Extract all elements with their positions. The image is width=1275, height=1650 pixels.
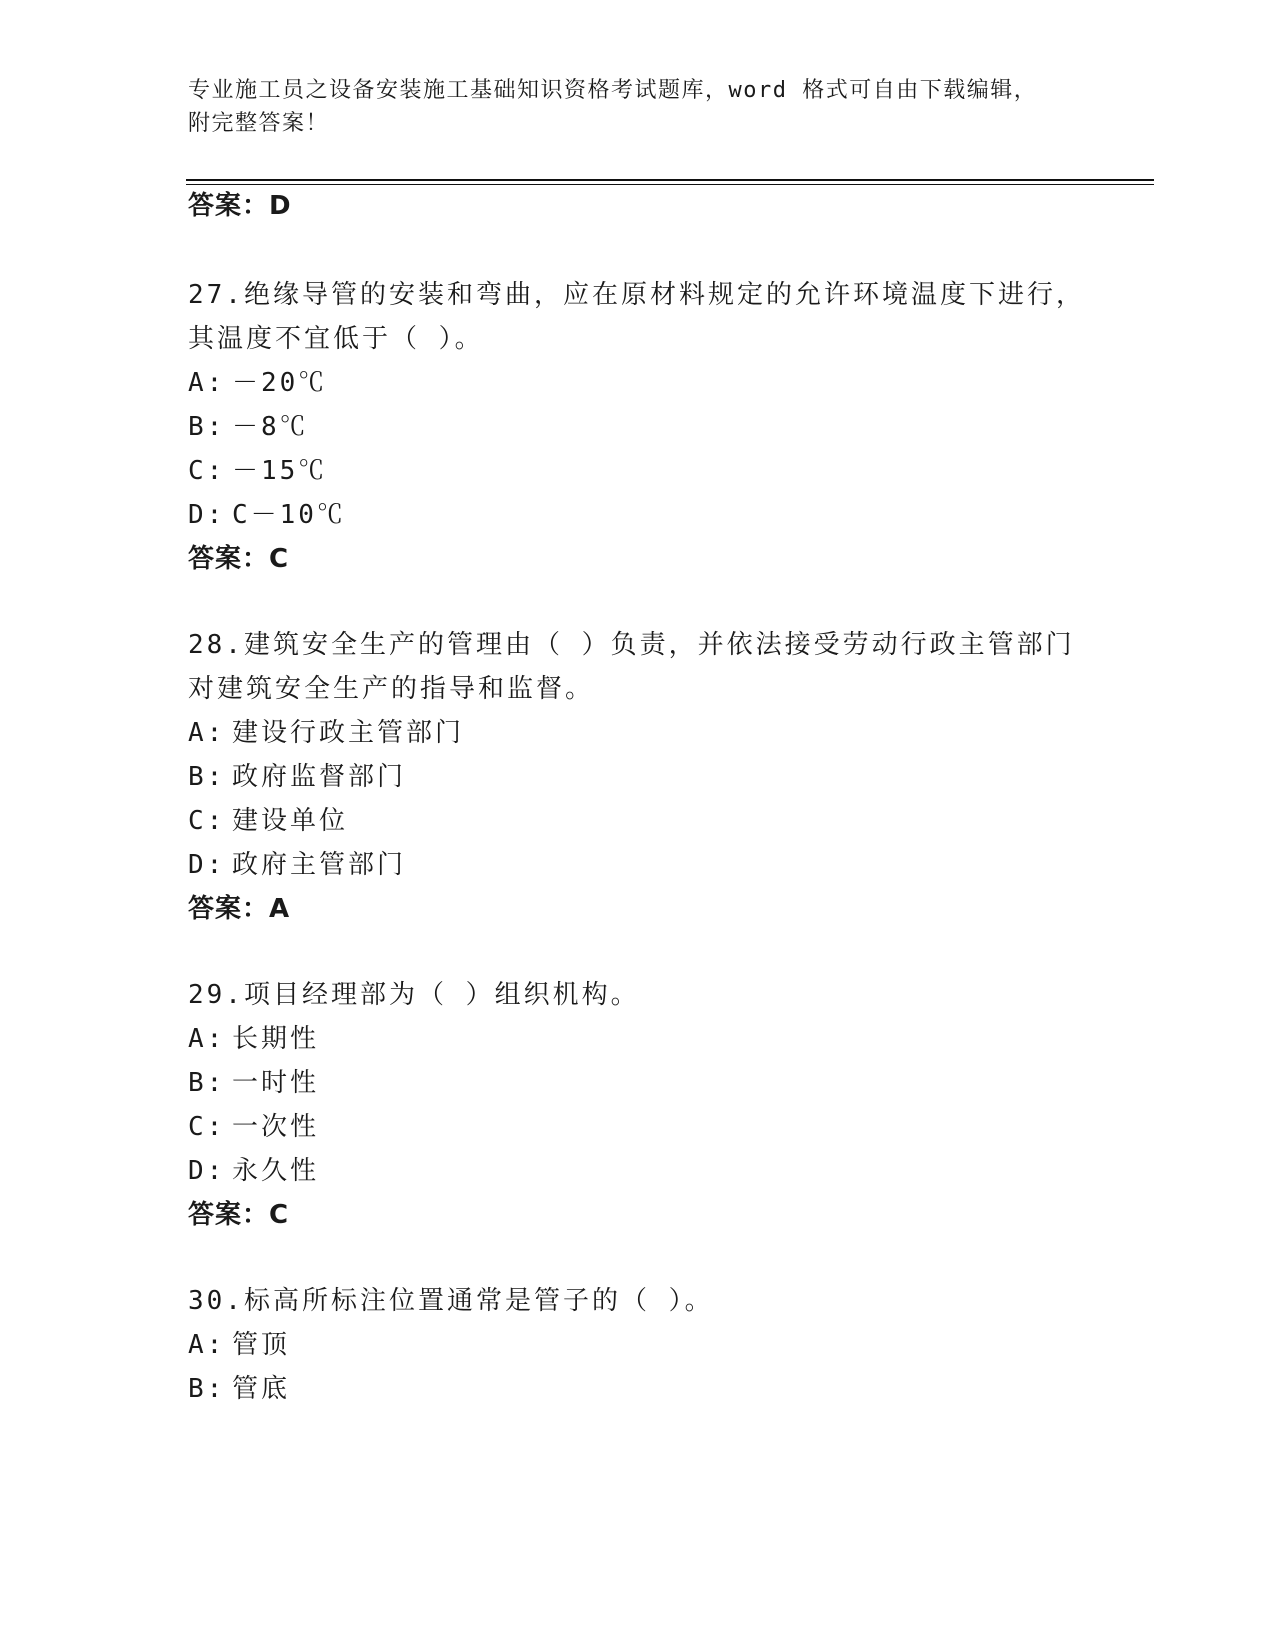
question-30-option-a: [188, 1328, 290, 1362]
option-text: 建设行政主管部门: [232, 718, 465, 748]
question-29-stem-line-1: 29.项目经理部为（ ）组织机构。: [188, 980, 640, 1010]
question-27-answer: 答案：C: [188, 544, 290, 574]
question-29-option-a: [188, 1022, 319, 1056]
option-letter: D:: [188, 500, 226, 530]
option-letter: A:: [188, 1330, 226, 1360]
question-28-stem-line-2: 对建筑安全生产的指导和监督。: [188, 674, 595, 704]
option-letter: A:: [188, 718, 226, 748]
option-text: 管顶: [232, 1330, 291, 1360]
option-letter: D:: [188, 1156, 226, 1186]
question-29-answer: 答案：C: [188, 1200, 290, 1230]
option-letter: C:: [188, 1112, 226, 1142]
option-letter: B:: [188, 1068, 226, 1098]
option-text: －8℃: [232, 412, 309, 442]
option-letter: D:: [188, 850, 226, 880]
previous-answer: 答案：D: [188, 191, 292, 221]
question-27-stem-line-1: 27.绝缘导管的安装和弯曲，应在原材料规定的允许环境温度下进行，: [188, 280, 1085, 310]
option-letter: B:: [188, 412, 226, 442]
page-header: [188, 74, 1088, 140]
question-28-option-a: [188, 716, 464, 750]
option-text: 一时性: [232, 1068, 320, 1098]
header-divider: [186, 179, 1154, 185]
option-letter: B:: [188, 1374, 226, 1404]
option-text: 一次性: [232, 1112, 320, 1142]
option-letter: C:: [188, 806, 226, 836]
option-text: 政府监督部门: [232, 762, 407, 792]
option-text: －15℃: [232, 456, 328, 486]
option-text: －20℃: [232, 368, 328, 398]
option-text: 政府主管部门: [232, 850, 407, 880]
option-letter: C:: [188, 456, 226, 486]
header-line-2: 附完整答案！: [188, 111, 330, 136]
question-27-option-b: [188, 410, 309, 444]
option-letter: A:: [188, 1024, 226, 1054]
question-27-option-c: [188, 454, 327, 488]
question-28-option-b: [188, 760, 406, 794]
option-text: 建设单位: [232, 806, 349, 836]
question-30-option-b: [188, 1372, 290, 1406]
option-letter: B:: [188, 762, 226, 792]
question-27-option-d: [188, 498, 346, 532]
question-28-option-d: [188, 848, 406, 882]
question-28-answer: 答案：A: [188, 894, 291, 924]
question-28-stem-line-1: 28.建筑安全生产的管理由（ ）负责，并依法接受劳动行政主管部门: [188, 630, 1075, 660]
header-line-1: 专业施工员之设备安装施工基础知识资格考试题库，word 格式可自由下载编辑，: [188, 78, 1038, 103]
question-29-option-b: [188, 1066, 319, 1100]
option-letter: A:: [188, 368, 226, 398]
question-27-stem-line-2: 其温度不宜低于（ ）。: [188, 324, 484, 354]
question-29-option-c: [188, 1110, 319, 1144]
question-30-stem-line-1: 30.标高所标注位置通常是管子的（ ）。: [188, 1286, 714, 1316]
option-text: 管底: [232, 1374, 291, 1404]
option-text: 长期性: [232, 1024, 320, 1054]
option-text: 永久性: [232, 1156, 320, 1186]
question-29-option-d: [188, 1154, 319, 1188]
option-text: C－10℃: [232, 500, 346, 530]
question-28-option-c: [188, 804, 348, 838]
question-27-option-a: [188, 366, 327, 400]
